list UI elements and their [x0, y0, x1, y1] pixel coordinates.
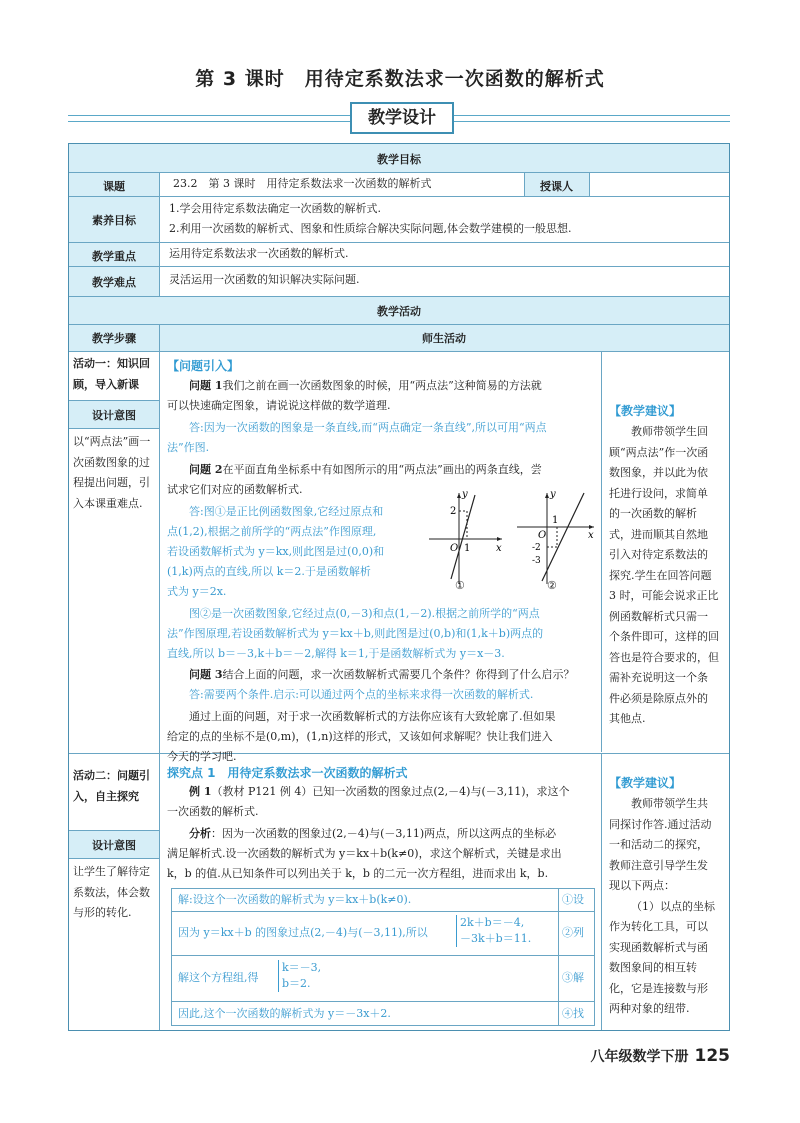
objectives-header: 教学目标: [377, 153, 421, 166]
tip1-title: 【教学建议】: [609, 404, 682, 418]
q1-text2: 可以快速确定图象，请说说这样做的数学道理.: [167, 399, 391, 412]
question1: [167, 376, 597, 396]
equation: k＝－3,: [282, 961, 322, 974]
tip2-line: 一和活动二的探究，: [609, 838, 708, 851]
ex-title: 例 1: [189, 785, 212, 798]
tip1-line: 数图象，并以此为依: [609, 466, 708, 479]
key-label: 教学重点: [92, 250, 136, 263]
design2-line: 与形的转化.: [73, 906, 132, 919]
tip1-text: [609, 422, 727, 730]
a2-line: 式为 y＝2x.: [167, 585, 227, 598]
topic-label: 课题: [103, 180, 125, 193]
tip2-line: 同探讨作答.通过活动: [609, 817, 712, 831]
tip2-line: 化，它是连接数与形: [609, 981, 708, 995]
difficulty-label: 教学难点: [92, 276, 136, 289]
equation: －3k＋b＝11.: [460, 932, 532, 945]
banner-label: 教学设计: [350, 102, 454, 134]
a2b-line: 法”作图原理,若设函数解析式为 y＝kx＋b,则此图是过(0,b)和(1,k＋b)两点的: [167, 627, 544, 640]
tip1-line: 顾“两点法”作一次函: [609, 445, 709, 459]
tip2-divider: [601, 754, 602, 1030]
tip1-line: 其他点.: [609, 712, 646, 725]
design2-text: [73, 862, 150, 924]
problem-intro-title: 【问题引入】: [167, 359, 240, 373]
design2-label: 设计意图: [92, 839, 136, 852]
design1-line: 以“两点法”画一: [73, 435, 151, 448]
a2-line: (1,k)两点的直线,所以 k＝2.于是函数解析: [167, 565, 371, 578]
a2b-line: 图②是一次函数图象,它经过点(0,－3)和点(1,－2).根据之前所学的“两点: [189, 607, 540, 620]
tip1-line: 答也是符合要求的，但: [609, 650, 719, 664]
graph-1: [424, 489, 504, 589]
activity2-label: [73, 766, 150, 807]
tip1-line: 3 时，可能会说求正比: [609, 589, 719, 602]
q1-text1: 我们之前在画一次函数图象的时候，用“两点法”这种简易的方法就: [222, 379, 542, 392]
tick-y2-label: -3: [532, 556, 541, 566]
tip1-line: 件必须是除原点外的: [609, 691, 708, 705]
tip1-line: 个条件即可，这样的回: [609, 630, 719, 643]
q3-text: 结合上面的问题，求一次函数解析式需要几个条件？你得到了什么启示？: [222, 668, 575, 681]
a2-line: 答:图①是正比例函数图象,它经过原点和: [189, 505, 384, 518]
activity2-label-line1: 活动二：问题引: [73, 769, 150, 782]
system-2: [278, 960, 321, 992]
q2-text1: 在平面直角坐标系中有如图所示的用“两点法”画出的两条直线，尝: [222, 463, 542, 476]
tip1-divider: [601, 352, 602, 752]
design1-line: 次函数图象的过: [73, 455, 150, 469]
x-label: x: [588, 530, 594, 541]
tip1-line: 托进行设问，求简单: [609, 486, 708, 500]
y-label: y: [462, 489, 468, 500]
ex-text1: （教材 P121 例 4）已知一次函数的图象过点(2,－4)与(－3,11)，求这个: [211, 785, 570, 798]
a3: 答:需要两个条件.启示:可以通过两个点的坐标来求得一次函数的解析式.: [189, 688, 534, 701]
q2-title: 问题 2: [189, 463, 223, 476]
transition-line: 今天的学习吧.: [167, 750, 237, 763]
a1-line1: 答:因为一次函数的图象是一条直线,而“两点确定一条直线”,所以可用“两点: [189, 421, 547, 434]
tip2-text: [609, 794, 727, 1020]
design1-line: 入本课重难点.: [73, 496, 143, 510]
equation: 2k＋b＝－4,: [460, 916, 525, 929]
graph1-caption: ①: [455, 579, 465, 592]
step-tag: ①设: [562, 893, 584, 906]
tip2-line: 教师注意引导学生发: [609, 858, 708, 872]
tip2-line: 作为转化工具，可以: [609, 920, 708, 933]
example1: [167, 782, 570, 802]
transition-line: 给定的点的坐标不是(0,m)，(1,n)这样的形式，又该如何求解呢？快让我们进入: [167, 730, 553, 743]
book-title: 八年级数学下册: [590, 1049, 689, 1065]
steps-col-header: 教学步骤: [92, 332, 136, 345]
page-title: 第 3 课时 用待定系数法求一次函数的解析式: [195, 68, 605, 90]
q3-title: 问题 3: [189, 668, 223, 681]
step-tag: ④找: [562, 1007, 584, 1020]
difficulty-value: 灵活运用一次函数的知识解决实际问题.: [169, 273, 360, 286]
line-y-x-3: [542, 493, 584, 581]
literacy-label: 素养目标: [92, 214, 136, 227]
solution-box: [171, 888, 595, 1026]
solution-step-solve: 解这个方程组,得: [178, 971, 259, 984]
analysis-line: 满足解析式.设一次函数的解析式为 y＝kx＋b(k≠0)，求这个解析式，关键是求出: [167, 847, 562, 860]
tip1-line: 需补充说明这一个条: [609, 671, 708, 684]
tip1-line: 探究.学生在回答问题: [609, 568, 712, 582]
design2-line: 系数法，体会数: [73, 885, 150, 899]
step-tag: ②列: [562, 926, 584, 939]
a2-line: 点(1,2),根据之前所学的“两点法”作图原理,: [167, 525, 377, 538]
tip1-line: 的一次函数的解析: [609, 507, 697, 520]
tick-y1-label: -2: [532, 543, 541, 553]
page-number: 125: [694, 1046, 730, 1066]
tip2-line: 教师带领学生共: [631, 797, 708, 810]
step-tag: ③解: [562, 971, 584, 984]
activity1-label-line1: 活动一：知识回: [73, 357, 150, 370]
design1-text: [73, 432, 150, 514]
tip2-line: （1）以点的坐标: [631, 899, 715, 913]
question2: [167, 460, 542, 480]
activity1-label-line2: 顾，导入新课: [73, 377, 139, 391]
teacher-label: 授课人: [540, 180, 573, 193]
tip1-line: 式，进而顺其自然地: [609, 527, 708, 541]
tip2-line: 两种对象的纽带.: [609, 1002, 690, 1015]
equation: b＝2.: [282, 977, 311, 990]
activity2-label-line2: 入，自主探究: [73, 789, 139, 803]
system-1: [456, 915, 531, 947]
a1-line2: 法”作图.: [167, 441, 210, 454]
transition-line: 通过上面的问题，对于求一次函数解析式的方法你应该有大致轮廓了.但如果: [189, 710, 556, 723]
tip2-line: 数图象间的相互转: [609, 961, 697, 974]
tip2-title: 【教学建议】: [609, 776, 682, 790]
x-label: x: [496, 543, 502, 554]
y-label: y: [550, 489, 556, 500]
explore-point-title: 探究点 1 用待定系数法求一次函数的解析式: [167, 766, 408, 780]
tick-x-label: 1: [552, 515, 559, 526]
tick-y-label: 2: [450, 506, 457, 517]
analysis: [167, 824, 556, 844]
activity-col-header: 师生活动: [422, 332, 466, 345]
ex-text2: 一次函数的解析式.: [167, 805, 259, 818]
a2-line: 若设函数解析式为 y＝kx,则此图是过(0,0)和: [167, 545, 385, 558]
tip1-line: 例函数解析式只需一: [609, 609, 708, 623]
tick-x-label: 1: [464, 543, 471, 554]
q2-text2: 试求它们对应的函数解析式.: [167, 483, 303, 496]
lesson-table: [68, 143, 730, 1031]
tip1-line: 教师带领学生回: [631, 425, 708, 438]
a2b-line: 直线,所以 b＝－3,k＋b＝－2,解得 k＝1,于是函数解析式为 y＝x－3.: [167, 647, 505, 660]
tip1-line: 引入对待定系数法的: [609, 548, 708, 561]
design1-line: 程提出问题，引: [73, 476, 150, 489]
activities-header: 教学活动: [377, 305, 421, 318]
solution-step-list: 因为 y＝kx＋b 的图象过点(2,－4)与(－3,11),所以: [178, 926, 428, 939]
graph2-caption: ②: [547, 579, 557, 592]
analysis-label: 分析: [189, 827, 211, 840]
solution-step-set: 解:设这个一次函数的解析式为 y＝kx＋b(k≠0).: [178, 893, 412, 906]
solution-step-answer: 因此,这个一次函数的解析式为 y＝－3x＋2.: [178, 1007, 391, 1020]
origin-label: O: [538, 530, 547, 541]
q1-title: 问题 1: [189, 379, 223, 392]
activity1-label: [73, 354, 150, 395]
tip2-line: 现以下两点：: [609, 879, 675, 892]
literacy-line-1: 1.学会用待定系数法确定一次函数的解析式.: [169, 202, 381, 215]
origin-label: O: [450, 543, 459, 554]
key-value: 运用待定系数法求一次函数的解析式.: [169, 247, 349, 260]
question3: [167, 665, 574, 685]
analysis-line: ：因为一次函数的图象过(2,－4)与(－3,11)两点，所以这两点的坐标必: [211, 827, 557, 840]
analysis-line: k，b 的值.从已知条件可以列出关于 k，b 的二元一次方程组，进而求出 k，b.: [167, 867, 549, 880]
graph-2: [514, 489, 599, 589]
tip2-line: 实现函数解析式与函: [609, 940, 708, 954]
topic-value: 23.2 第 3 课时 用待定系数法求一次函数的解析式: [173, 177, 432, 190]
design2-line: 让学生了解待定: [73, 865, 150, 878]
page-footer: [591, 1046, 731, 1066]
literacy-line-2: 2.利用一次函数的解析式、图象和性质综合解决实际问题,体会数学建模的一般思想.: [169, 222, 572, 235]
design1-label: 设计意图: [92, 409, 136, 422]
